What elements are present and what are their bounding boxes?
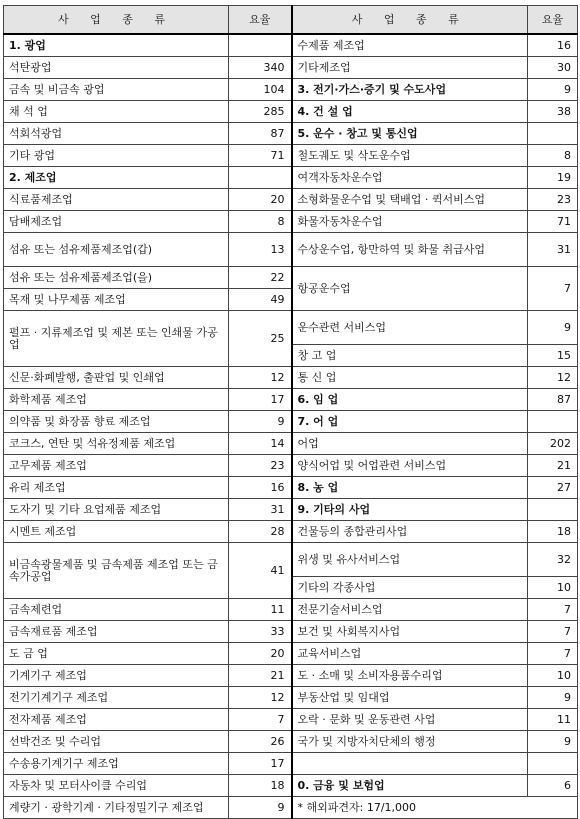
left-rate-cell: 12: [229, 367, 292, 389]
right-category-cell: 철도궤도 및 삭도운수업: [292, 145, 528, 167]
left-rate-cell: 13: [229, 233, 292, 267]
left-category-cell: 전자제품 제조업: [4, 709, 229, 731]
left-rate-cell: 28: [229, 521, 292, 543]
left-rate-cell: 31: [229, 499, 292, 521]
right-rate-cell: 7: [528, 621, 578, 643]
right-rate-cell: 18: [528, 521, 578, 543]
right-rate-cell: 11: [528, 709, 578, 731]
right-rate-cell: [528, 123, 578, 145]
right-category-cell: 보건 및 사회복지사업: [292, 621, 528, 643]
right-category-cell: 수제품 제조업: [292, 34, 528, 57]
table-row: [4, 477, 578, 499]
left-rate-cell: 12: [229, 687, 292, 709]
left-category-cell: 금속제련업: [4, 599, 229, 621]
table-row: [4, 411, 578, 433]
right-rate-cell: 6: [528, 775, 578, 797]
right-rate-cell: 15: [528, 345, 578, 367]
left-category-cell: 도자기 및 기타 요업제품 제조업: [4, 499, 229, 521]
left-rate-cell: 33: [229, 621, 292, 643]
left-category-cell: 펄프 · 지류제조업 및 제본 또는 인쇄물 가공업: [4, 311, 229, 367]
table-row: [4, 367, 578, 389]
left-category-cell: 시멘트 제조업: [4, 521, 229, 543]
table-row: [4, 599, 578, 621]
right-category-cell: 위생 및 유사서비스업: [292, 543, 528, 577]
right-category-cell: 도 · 소매 및 소비자용품수리업: [292, 665, 528, 687]
left-category-cell: 계량기 · 광학기계 · 기타정밀기구 제조업: [4, 797, 229, 819]
table-row: [4, 101, 578, 123]
right-category-cell: 통 신 업: [292, 367, 528, 389]
left-category-cell: 수송용기계기구 제조업: [4, 753, 229, 775]
left-rate-cell: 20: [229, 189, 292, 211]
table-row: [4, 433, 578, 455]
left-category-cell: 목재 및 나무제품 제조업: [4, 289, 229, 311]
right-rate-cell: 10: [528, 577, 578, 599]
left-category-cell: 자동차 및 모터사이클 수리업: [4, 775, 229, 797]
left-category-cell: 전기기계기구 제조업: [4, 687, 229, 709]
right-category-cell: 3. 전기·가스·증기 및 수도사업: [292, 79, 528, 101]
right-category-cell: 운수관련 서비스업: [292, 311, 528, 345]
right-category-cell: 전문기술서비스업: [292, 599, 528, 621]
left-rate-cell: 23: [229, 455, 292, 477]
right-category-cell: 교육서비스업: [292, 643, 528, 665]
left-category-cell: 화학제품 제조업: [4, 389, 229, 411]
right-rate-cell: 30: [528, 57, 578, 79]
table-row: [4, 233, 578, 267]
right-category-cell: 7. 어 업: [292, 411, 528, 433]
left-rate-cell: 17: [229, 753, 292, 775]
left-rate-cell: 17: [229, 389, 292, 411]
right-category-cell: 4. 건 설 업: [292, 101, 528, 123]
left-rate-cell: 87: [229, 123, 292, 145]
table-row: [4, 731, 578, 753]
left-category-cell: 섬유 또는 섬유제품제조업(을): [4, 267, 229, 289]
left-rate-cell: 8: [229, 211, 292, 233]
right-category-cell: 부동산업 및 임대업: [292, 687, 528, 709]
left-rate-cell: 25: [229, 311, 292, 367]
right-rate-cell: [528, 753, 578, 775]
right-rate-cell: [528, 499, 578, 521]
right-rate-cell: 21: [528, 455, 578, 477]
table-row: [4, 543, 578, 577]
left-category-cell: 신문·화폐발행, 출판업 및 인쇄업: [4, 367, 229, 389]
table-row: [4, 211, 578, 233]
left-rate-cell: 41: [229, 543, 292, 599]
left-category-cell: 도 금 업: [4, 643, 229, 665]
right-category-cell: 수상운수업, 항만하역 및 화물 취급사업: [292, 233, 528, 267]
right-category-cell: 어업: [292, 433, 528, 455]
table-header: [4, 6, 578, 35]
table-body: [4, 34, 578, 819]
right-rate-cell: 8: [528, 145, 578, 167]
left-category-cell: 금속 및 비금속 광업: [4, 79, 229, 101]
right-rate-cell: 9: [528, 311, 578, 345]
left-category-cell: 담배제조업: [4, 211, 229, 233]
right-rate-cell: 9: [528, 79, 578, 101]
left-rate-cell: 104: [229, 79, 292, 101]
left-rate-cell: 26: [229, 731, 292, 753]
right-rate-cell: 10: [528, 665, 578, 687]
right-rate-cell: 27: [528, 477, 578, 499]
right-rate-cell: 7: [528, 267, 578, 311]
left-rate-cell: 11: [229, 599, 292, 621]
table-row: [4, 34, 578, 57]
left-category-cell: 고무제품 제조업: [4, 455, 229, 477]
right-category-cell: 창 고 업: [292, 345, 528, 367]
table-row: [4, 687, 578, 709]
table-row: [4, 79, 578, 101]
left-rate-cell: 21: [229, 665, 292, 687]
table-row: [4, 709, 578, 731]
right-rate-cell: 16: [528, 34, 578, 57]
left-category-cell: 유리 제조업: [4, 477, 229, 499]
right-rate-cell: 19: [528, 167, 578, 189]
table-row: [4, 167, 578, 189]
left-category-cell: 코크스, 연탄 및 석유정제품 제조업: [4, 433, 229, 455]
right-category-cell: 기타의 각종사업: [292, 577, 528, 599]
right-rate-cell: 32: [528, 543, 578, 577]
right-category-cell: 양식어업 및 어업관련 서비스업: [292, 455, 528, 477]
left-rate-cell: 14: [229, 433, 292, 455]
right-rate-cell: 12: [528, 367, 578, 389]
left-rate-cell: 18: [229, 775, 292, 797]
right-category-cell: 국가 및 지방자치단체의 행정: [292, 731, 528, 753]
left-rate-cell: 9: [229, 411, 292, 433]
left-category-cell: 2. 제조업: [4, 167, 229, 189]
left-rate-cell: 49: [229, 289, 292, 311]
left-category-cell: 의약품 및 화장품 향료 제조업: [4, 411, 229, 433]
table-row: [4, 499, 578, 521]
right-category-cell: 항공운수업: [292, 267, 528, 311]
right-category-cell: * 해외파견자: 17/1,000: [292, 797, 578, 819]
left-rate-cell: 7: [229, 709, 292, 731]
right-category-cell: 6. 임 업: [292, 389, 528, 411]
table-row: [4, 797, 578, 819]
left-rate-cell: [229, 167, 292, 189]
table-row: [4, 267, 578, 289]
right-category-cell: 5. 운수 · 창고 및 통신업: [292, 123, 528, 145]
right-rate-cell: 9: [528, 731, 578, 753]
right-rate-cell: 38: [528, 101, 578, 123]
right-category-cell: 소형화물운수업 및 택배업 · 퀵서비스업: [292, 189, 528, 211]
right-category-cell: 0. 금융 및 보험업: [292, 775, 528, 797]
left-category-cell: 1. 광업: [4, 34, 229, 57]
table-row: [4, 521, 578, 543]
table-row: [4, 775, 578, 797]
right-category-cell: 여객자동차운수업: [292, 167, 528, 189]
right-category-cell: 8. 농 업: [292, 477, 528, 499]
left-rate-cell: 20: [229, 643, 292, 665]
category-header-right: 사 업 종 류: [292, 6, 528, 35]
rate-header-left: 요율: [229, 6, 292, 35]
right-category-cell: 오락 · 문화 및 운동관련 사업: [292, 709, 528, 731]
table-row: [4, 311, 578, 345]
table-row: [4, 57, 578, 79]
left-category-cell: 비금속광물제품 및 금속제품 제조업 또는 금속가공업: [4, 543, 229, 599]
left-category-cell: 채 석 업: [4, 101, 229, 123]
table-row: [4, 189, 578, 211]
right-rate-cell: 7: [528, 643, 578, 665]
category-header-left: 사 업 종 류: [4, 6, 229, 35]
left-rate-cell: 340: [229, 57, 292, 79]
right-rate-cell: 202: [528, 433, 578, 455]
left-category-cell: 금속재료품 제조업: [4, 621, 229, 643]
right-category-cell: [292, 753, 528, 775]
table-row: [4, 665, 578, 687]
left-rate-cell: 22: [229, 267, 292, 289]
table-row: [4, 123, 578, 145]
table-row: [4, 389, 578, 411]
table-row: [4, 145, 578, 167]
rate-header-right: 요율: [528, 6, 578, 35]
table-row: [4, 643, 578, 665]
right-rate-cell: 87: [528, 389, 578, 411]
left-category-cell: 섬유 또는 섬유제품제조업(갑): [4, 233, 229, 267]
right-category-cell: 9. 기타의 사업: [292, 499, 528, 521]
left-rate-cell: 71: [229, 145, 292, 167]
right-category-cell: 건물등의 종합관리사업: [292, 521, 528, 543]
left-category-cell: 식료품제조업: [4, 189, 229, 211]
left-category-cell: 석탄광업: [4, 57, 229, 79]
right-rate-cell: 31: [528, 233, 578, 267]
left-category-cell: 선박건조 및 수리업: [4, 731, 229, 753]
right-category-cell: 기타제조업: [292, 57, 528, 79]
right-rate-cell: 23: [528, 189, 578, 211]
left-category-cell: 기타 광업: [4, 145, 229, 167]
right-rate-cell: 9: [528, 687, 578, 709]
table-row: [4, 455, 578, 477]
left-rate-cell: 9: [229, 797, 292, 819]
table-row: [4, 621, 578, 643]
table-row: [4, 753, 578, 775]
left-rate-cell: 16: [229, 477, 292, 499]
left-rate-cell: [229, 34, 292, 57]
right-category-cell: 화물자동차운수업: [292, 211, 528, 233]
left-category-cell: 기계기구 제조업: [4, 665, 229, 687]
right-rate-cell: 71: [528, 211, 578, 233]
industry-rate-table: [3, 5, 578, 819]
left-category-cell: 석회석광업: [4, 123, 229, 145]
right-rate-cell: [528, 411, 578, 433]
left-rate-cell: 285: [229, 101, 292, 123]
right-rate-cell: 7: [528, 599, 578, 621]
